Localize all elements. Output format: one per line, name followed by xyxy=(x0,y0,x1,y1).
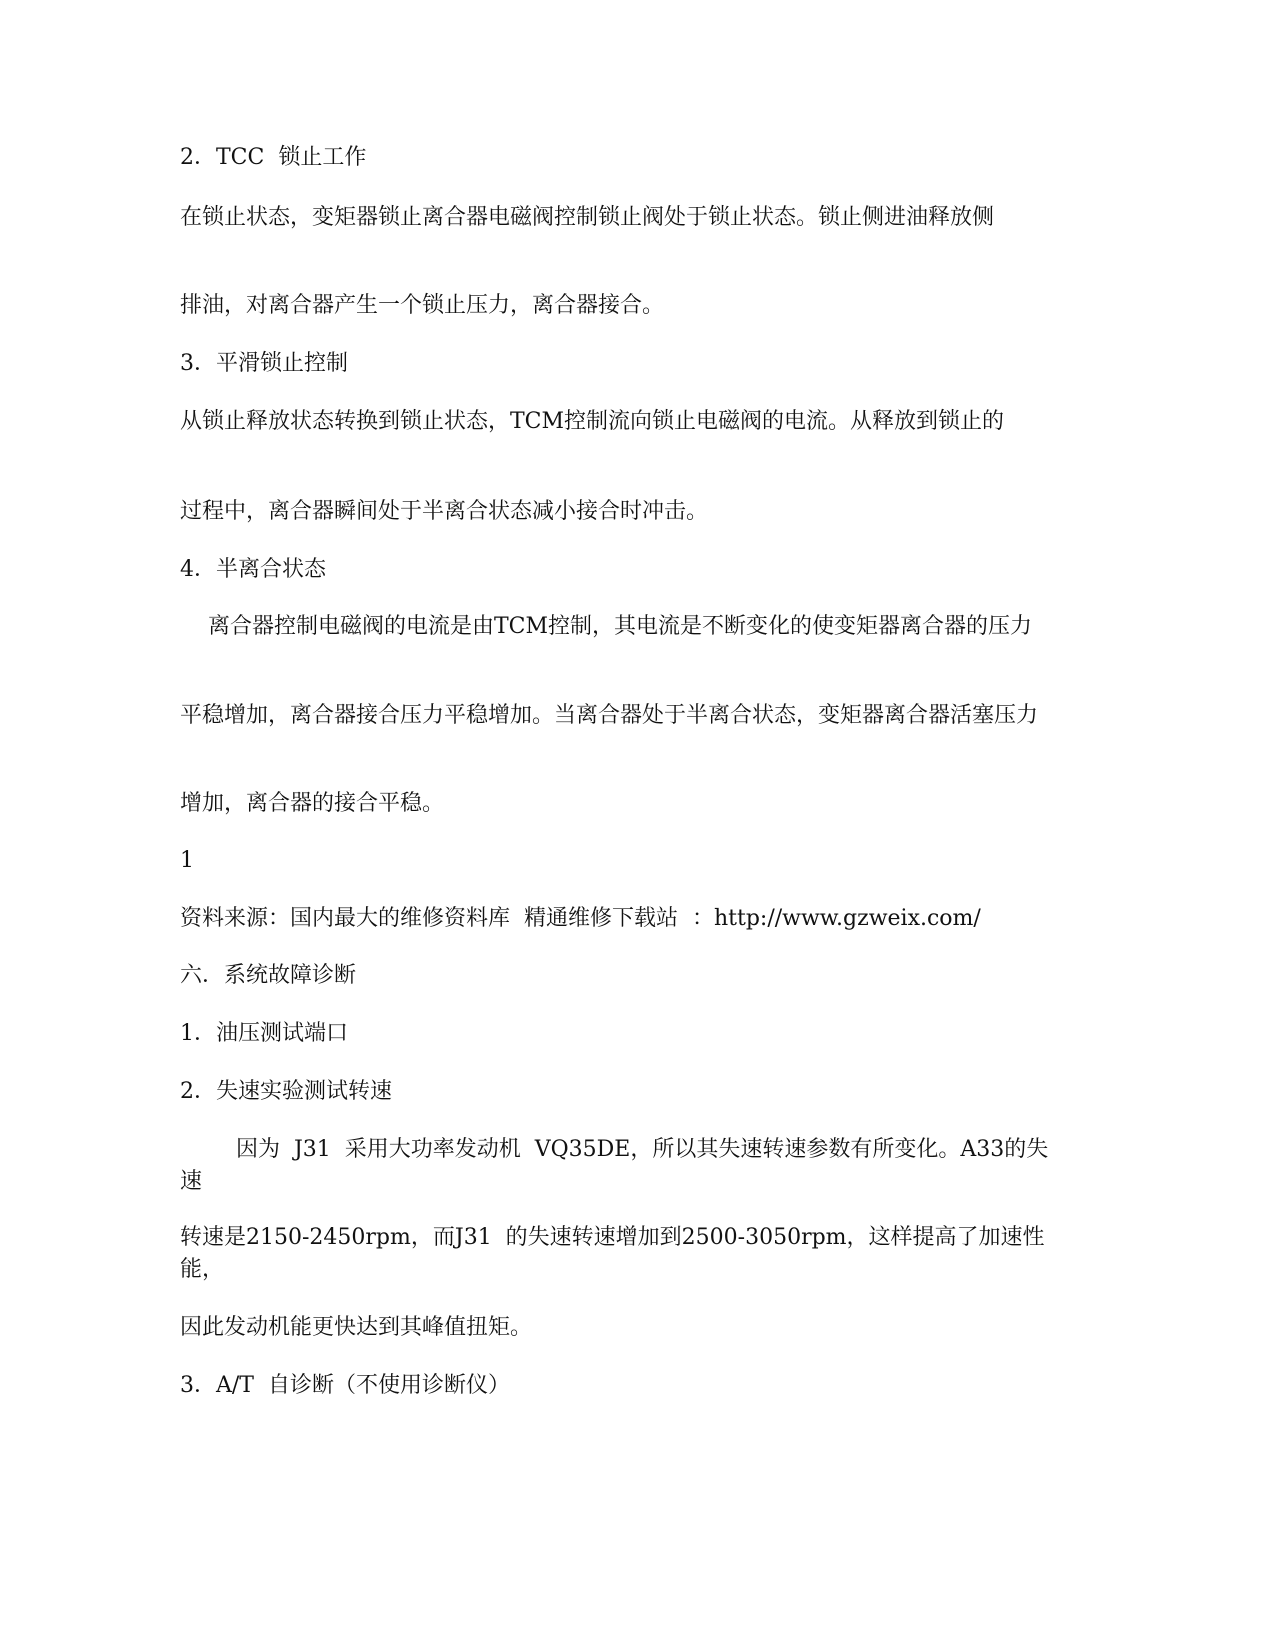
heading-tcc-lockup: 2．TCC 锁止工作 xyxy=(180,145,367,170)
heading-half-clutch: 4．半离合状态 xyxy=(180,557,326,582)
paragraph-half-clutch-cont: 平稳增加，离合器接合压力平稳增加。当离合器处于半离合状态，变矩器离合器活塞压力 xyxy=(180,703,1039,728)
heading-oil-pressure-port: 1．油压测试端口 xyxy=(180,1021,348,1046)
paragraph-half-clutch: 离合器控制电磁阀的电流是由TCM控制，其电流是不断变化的使变矩器离合器的压力 xyxy=(180,614,1033,639)
heading-at-self-diagnosis: 3．A/T 自诊断（不使用诊断仪） xyxy=(180,1373,510,1398)
page-number: 1 xyxy=(180,848,194,873)
paragraph-half-clutch-end: 增加，离合器的接合平稳。 xyxy=(180,791,445,816)
heading-fault-diagnosis: 六．系统故障诊断 xyxy=(180,963,357,988)
paragraph-smooth-lockup-cont: 过程中，离合器瞬间处于半离合状态减小接合时冲击。 xyxy=(180,499,709,524)
paragraph-stall-test-cont: 转速是2150-2450rpm，而J31 的失速转速增加到2500-3050rpm，这样提高了加速性能， xyxy=(180,1225,1045,1282)
paragraph-smooth-lockup: 从锁止释放状态转换到锁止状态，TCM控制流向锁止电磁阀的电流。从释放到锁止的 xyxy=(180,409,1005,434)
heading-smooth-lockup: 3．平滑锁止控制 xyxy=(180,351,348,376)
paragraph-lockup-state: 在锁止状态，变矩器锁止离合器电磁阀控制锁止阀处于锁止状态。锁止侧进油释放侧 xyxy=(180,205,995,230)
paragraph-stall-test-end: 因此发动机能更快达到其峰值扭矩。 xyxy=(180,1315,533,1340)
source-line: 资料来源：国内最大的维修资料库 精通维修下载站 ：http://www.gzweix.com/ xyxy=(180,906,981,931)
paragraph-stall-test: 因为 J31 采用大功率发动机 VQ35DE，所以其失速转速参数有所变化。A33的失速 xyxy=(180,1137,1049,1194)
heading-stall-test: 2．失速实验测试转速 xyxy=(180,1079,392,1104)
paragraph-lockup-state-cont: 排油，对离合器产生一个锁止压力，离合器接合。 xyxy=(180,293,665,318)
